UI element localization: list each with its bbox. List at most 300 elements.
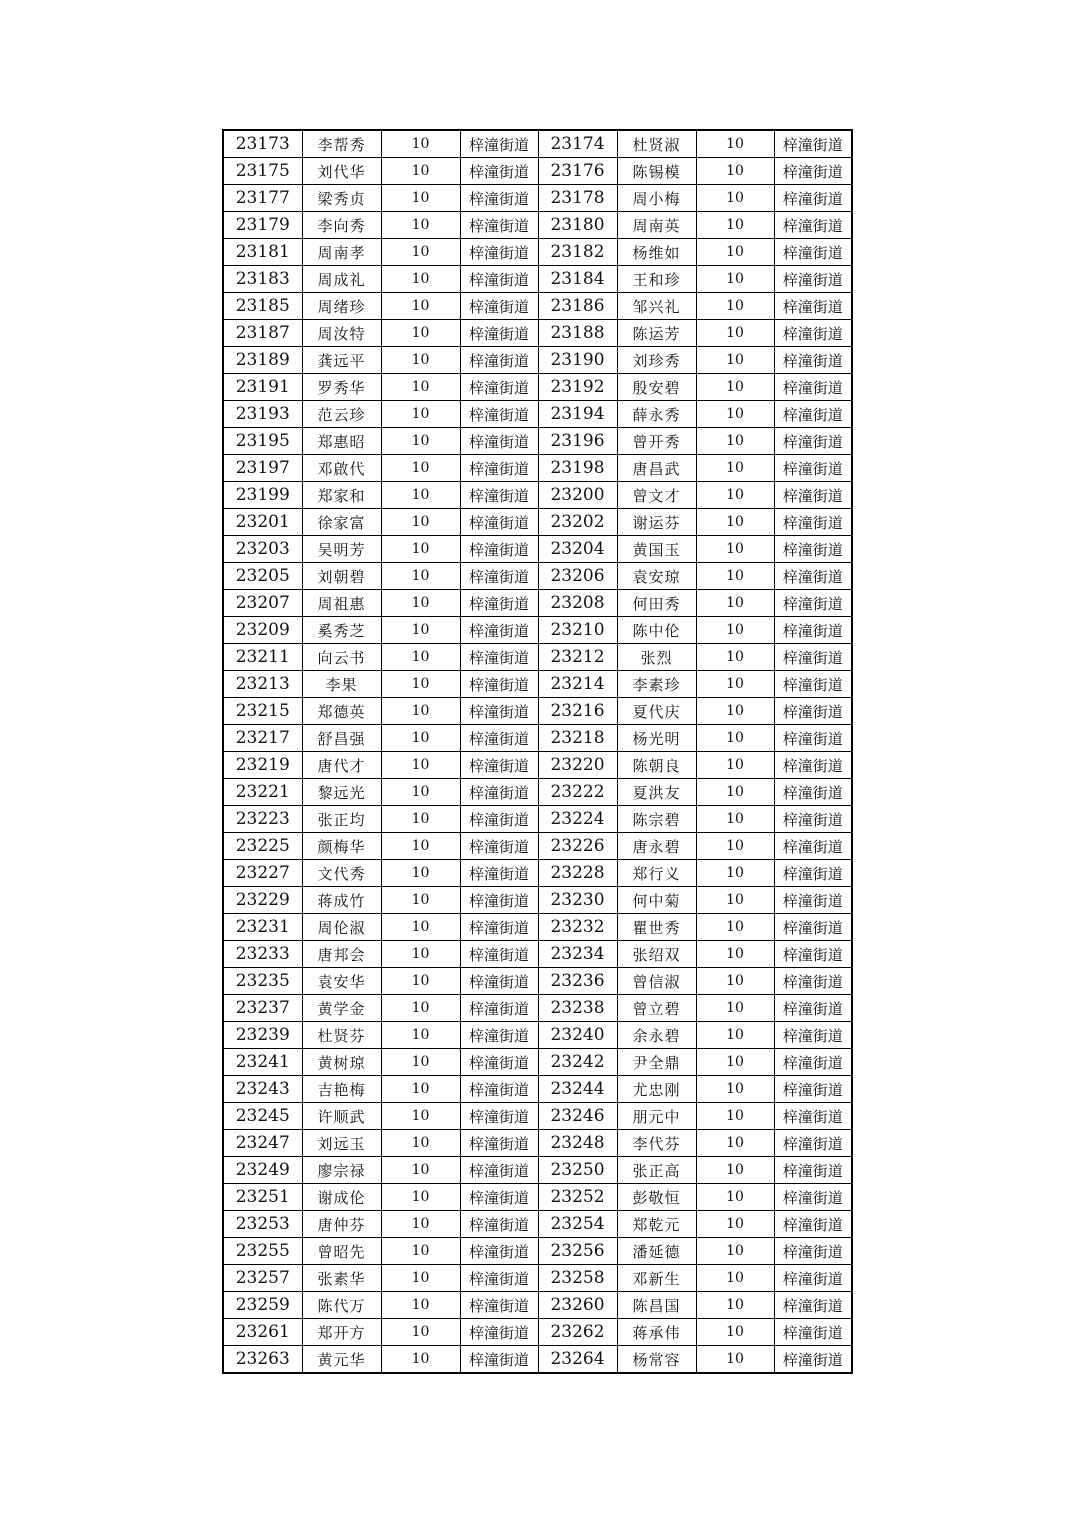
- amount-cell: 10: [696, 1103, 774, 1130]
- amount-cell: 10: [696, 752, 774, 779]
- subdistrict-cell: 梓潼街道: [774, 1076, 852, 1103]
- table-row: [223, 1076, 852, 1103]
- record-id-cell: 23262: [538, 1319, 617, 1346]
- record-id-cell: 23205: [223, 563, 302, 590]
- table-row: [223, 671, 852, 698]
- table-row: [223, 239, 852, 266]
- amount-cell: 10: [381, 995, 460, 1022]
- subdistrict-cell: 梓潼街道: [774, 293, 852, 320]
- amount-cell: 10: [696, 347, 774, 374]
- record-id-cell: 23256: [538, 1238, 617, 1265]
- amount-cell: 10: [381, 1265, 460, 1292]
- subdistrict-cell: 梓潼街道: [460, 725, 538, 752]
- record-id-cell: 23210: [538, 617, 617, 644]
- record-id-cell: 23193: [223, 401, 302, 428]
- subdistrict-cell: 梓潼街道: [460, 320, 538, 347]
- subdistrict-cell: 梓潼街道: [460, 644, 538, 671]
- subdistrict-cell: 梓潼街道: [774, 887, 852, 914]
- subdistrict-cell: 梓潼街道: [460, 752, 538, 779]
- subdistrict-cell: 梓潼街道: [460, 617, 538, 644]
- record-id-cell: 23251: [223, 1184, 302, 1211]
- table-row: [223, 401, 852, 428]
- subdistrict-cell: 梓潼街道: [774, 1157, 852, 1184]
- record-id-cell: 23221: [223, 779, 302, 806]
- subdistrict-cell: 梓潼街道: [774, 617, 852, 644]
- person-name-cell: 龚远平: [302, 347, 381, 374]
- record-id-cell: 23177: [223, 185, 302, 212]
- table-row: [223, 995, 852, 1022]
- amount-cell: 10: [381, 563, 460, 590]
- subdistrict-cell: 梓潼街道: [460, 860, 538, 887]
- amount-cell: 10: [696, 671, 774, 698]
- person-name-cell: 李代芬: [617, 1130, 696, 1157]
- subdistrict-cell: 梓潼街道: [460, 1292, 538, 1319]
- record-id-cell: 23212: [538, 644, 617, 671]
- subdistrict-cell: 梓潼街道: [460, 347, 538, 374]
- record-id-cell: 23241: [223, 1049, 302, 1076]
- subdistrict-cell: 梓潼街道: [774, 401, 852, 428]
- subdistrict-cell: 梓潼街道: [774, 1265, 852, 1292]
- person-name-cell: 唐代才: [302, 752, 381, 779]
- record-id-cell: 23213: [223, 671, 302, 698]
- subdistrict-cell: 梓潼街道: [460, 1238, 538, 1265]
- record-id-cell: 23219: [223, 752, 302, 779]
- table-row: [223, 887, 852, 914]
- record-id-cell: 23198: [538, 455, 617, 482]
- record-id-cell: 23182: [538, 239, 617, 266]
- subdistrict-cell: 梓潼街道: [774, 779, 852, 806]
- subdistrict-cell: 梓潼街道: [460, 941, 538, 968]
- amount-cell: 10: [696, 212, 774, 239]
- record-id-cell: 23204: [538, 536, 617, 563]
- subdistrict-cell: 梓潼街道: [774, 671, 852, 698]
- record-id-cell: 23232: [538, 914, 617, 941]
- subdistrict-cell: 梓潼街道: [774, 1049, 852, 1076]
- person-name-cell: 唐昌武: [617, 455, 696, 482]
- person-name-cell: 周绪珍: [302, 293, 381, 320]
- person-name-cell: 张正均: [302, 806, 381, 833]
- amount-cell: 10: [381, 644, 460, 671]
- subdistrict-cell: 梓潼街道: [460, 563, 538, 590]
- person-name-cell: 尹全鼎: [617, 1049, 696, 1076]
- person-name-cell: 薛永秀: [617, 401, 696, 428]
- amount-cell: 10: [696, 401, 774, 428]
- table-row: [223, 158, 852, 185]
- person-name-cell: 周伦淑: [302, 914, 381, 941]
- amount-cell: 10: [381, 1130, 460, 1157]
- person-name-cell: 陈代万: [302, 1292, 381, 1319]
- record-id-cell: 23230: [538, 887, 617, 914]
- record-id-cell: 23238: [538, 995, 617, 1022]
- record-id-cell: 23242: [538, 1049, 617, 1076]
- subdistrict-cell: 梓潼街道: [774, 1238, 852, 1265]
- subdistrict-cell: 梓潼街道: [460, 130, 538, 158]
- subdistrict-cell: 梓潼街道: [774, 185, 852, 212]
- subdistrict-cell: 梓潼街道: [774, 482, 852, 509]
- record-id-cell: 23209: [223, 617, 302, 644]
- record-id-cell: 23258: [538, 1265, 617, 1292]
- person-name-cell: 刘远玉: [302, 1130, 381, 1157]
- record-id-cell: 23222: [538, 779, 617, 806]
- person-name-cell: 黄国玉: [617, 536, 696, 563]
- person-name-cell: 潘延德: [617, 1238, 696, 1265]
- amount-cell: 10: [696, 968, 774, 995]
- person-name-cell: 向云书: [302, 644, 381, 671]
- amount-cell: 10: [381, 779, 460, 806]
- person-name-cell: 曾昭先: [302, 1238, 381, 1265]
- record-id-cell: 23263: [223, 1346, 302, 1374]
- subdistrict-cell: 梓潼街道: [460, 1211, 538, 1238]
- subdistrict-cell: 梓潼街道: [774, 590, 852, 617]
- table-row: [223, 1265, 852, 1292]
- subdistrict-cell: 梓潼街道: [460, 401, 538, 428]
- person-name-cell: 邓啟代: [302, 455, 381, 482]
- amount-cell: 10: [381, 1319, 460, 1346]
- subdistrict-cell: 梓潼街道: [774, 428, 852, 455]
- subdistrict-cell: 梓潼街道: [460, 833, 538, 860]
- record-id-cell: 23239: [223, 1022, 302, 1049]
- table-row: [223, 482, 852, 509]
- table-row: [223, 833, 852, 860]
- table-row: [223, 563, 852, 590]
- person-name-cell: 郑行义: [617, 860, 696, 887]
- record-id-cell: 23185: [223, 293, 302, 320]
- person-name-cell: 奚秀芝: [302, 617, 381, 644]
- subdistrict-cell: 梓潼街道: [774, 1211, 852, 1238]
- table-row: [223, 914, 852, 941]
- subdistrict-cell: 梓潼街道: [774, 860, 852, 887]
- person-name-cell: 杨常容: [617, 1346, 696, 1374]
- person-name-cell: 周南孝: [302, 239, 381, 266]
- amount-cell: 10: [381, 1103, 460, 1130]
- subdistrict-cell: 梓潼街道: [774, 509, 852, 536]
- person-name-cell: 周小梅: [617, 185, 696, 212]
- person-name-cell: 朋元中: [617, 1103, 696, 1130]
- person-name-cell: 瞿世秀: [617, 914, 696, 941]
- person-name-cell: 吴明芳: [302, 536, 381, 563]
- amount-cell: 10: [696, 1265, 774, 1292]
- person-name-cell: 吉艳梅: [302, 1076, 381, 1103]
- person-name-cell: 黄树琼: [302, 1049, 381, 1076]
- person-name-cell: 舒昌强: [302, 725, 381, 752]
- record-id-cell: 23175: [223, 158, 302, 185]
- amount-cell: 10: [696, 509, 774, 536]
- table-row: [223, 130, 852, 158]
- person-name-cell: 唐永碧: [617, 833, 696, 860]
- person-name-cell: 周汝特: [302, 320, 381, 347]
- subdistrict-cell: 梓潼街道: [460, 1265, 538, 1292]
- amount-cell: 10: [696, 1319, 774, 1346]
- subdistrict-cell: 梓潼街道: [460, 428, 538, 455]
- subdistrict-cell: 梓潼街道: [460, 455, 538, 482]
- person-name-cell: 张素华: [302, 1265, 381, 1292]
- record-id-cell: 23223: [223, 806, 302, 833]
- record-id-cell: 23207: [223, 590, 302, 617]
- record-id-cell: 23261: [223, 1319, 302, 1346]
- record-id-cell: 23196: [538, 428, 617, 455]
- amount-cell: 10: [696, 1076, 774, 1103]
- amount-cell: 10: [696, 1184, 774, 1211]
- subdistrict-cell: 梓潼街道: [774, 212, 852, 239]
- record-id-cell: 23191: [223, 374, 302, 401]
- table-row: [223, 1292, 852, 1319]
- subdistrict-cell: 梓潼街道: [774, 644, 852, 671]
- subdistrict-cell: 梓潼街道: [460, 212, 538, 239]
- subdistrict-cell: 梓潼街道: [460, 698, 538, 725]
- table-row: [223, 590, 852, 617]
- subdistrict-cell: 梓潼街道: [774, 1319, 852, 1346]
- record-id-cell: 23227: [223, 860, 302, 887]
- person-name-cell: 曾立碧: [617, 995, 696, 1022]
- record-id-cell: 23228: [538, 860, 617, 887]
- person-name-cell: 罗秀华: [302, 374, 381, 401]
- amount-cell: 10: [381, 1211, 460, 1238]
- person-name-cell: 刘朝碧: [302, 563, 381, 590]
- person-name-cell: 殷安碧: [617, 374, 696, 401]
- record-id-cell: 23195: [223, 428, 302, 455]
- record-id-cell: 23218: [538, 725, 617, 752]
- table-row: [223, 536, 852, 563]
- roster-body: [223, 130, 852, 1373]
- record-id-cell: 23217: [223, 725, 302, 752]
- amount-cell: 10: [696, 1346, 774, 1374]
- table-row: [223, 1022, 852, 1049]
- subdistrict-cell: 梓潼街道: [460, 482, 538, 509]
- record-id-cell: 23264: [538, 1346, 617, 1374]
- person-name-cell: 文代秀: [302, 860, 381, 887]
- amount-cell: 10: [696, 995, 774, 1022]
- amount-cell: 10: [381, 1049, 460, 1076]
- subdistrict-cell: 梓潼街道: [460, 1103, 538, 1130]
- person-name-cell: 曾文才: [617, 482, 696, 509]
- subdistrict-cell: 梓潼街道: [460, 266, 538, 293]
- record-id-cell: 23243: [223, 1076, 302, 1103]
- amount-cell: 10: [381, 1238, 460, 1265]
- person-name-cell: 黎远光: [302, 779, 381, 806]
- table-row: [223, 1319, 852, 1346]
- table-row: [223, 968, 852, 995]
- person-name-cell: 杨维如: [617, 239, 696, 266]
- record-id-cell: 23189: [223, 347, 302, 374]
- record-id-cell: 23250: [538, 1157, 617, 1184]
- amount-cell: 10: [696, 806, 774, 833]
- table-row: [223, 779, 852, 806]
- person-name-cell: 夏代庆: [617, 698, 696, 725]
- amount-cell: 10: [381, 320, 460, 347]
- subdistrict-cell: 梓潼街道: [460, 536, 538, 563]
- subdistrict-cell: 梓潼街道: [774, 130, 852, 158]
- record-id-cell: 23234: [538, 941, 617, 968]
- subdistrict-cell: 梓潼街道: [460, 1076, 538, 1103]
- person-name-cell: 郑乾元: [617, 1211, 696, 1238]
- amount-cell: 10: [381, 806, 460, 833]
- record-id-cell: 23203: [223, 536, 302, 563]
- record-id-cell: 23225: [223, 833, 302, 860]
- record-id-cell: 23199: [223, 482, 302, 509]
- person-name-cell: 夏洪友: [617, 779, 696, 806]
- amount-cell: 10: [696, 455, 774, 482]
- amount-cell: 10: [381, 212, 460, 239]
- record-id-cell: 23206: [538, 563, 617, 590]
- subdistrict-cell: 梓潼街道: [774, 725, 852, 752]
- person-name-cell: 张正高: [617, 1157, 696, 1184]
- subdistrict-cell: 梓潼街道: [774, 347, 852, 374]
- record-id-cell: 23253: [223, 1211, 302, 1238]
- subdistrict-cell: 梓潼街道: [774, 698, 852, 725]
- person-name-cell: 余永碧: [617, 1022, 696, 1049]
- amount-cell: 10: [696, 1022, 774, 1049]
- record-id-cell: 23254: [538, 1211, 617, 1238]
- subdistrict-cell: 梓潼街道: [774, 941, 852, 968]
- record-id-cell: 23220: [538, 752, 617, 779]
- person-name-cell: 郑惠昭: [302, 428, 381, 455]
- person-name-cell: 郑家和: [302, 482, 381, 509]
- amount-cell: 10: [381, 1022, 460, 1049]
- table-row: [223, 1211, 852, 1238]
- subdistrict-cell: 梓潼街道: [460, 1319, 538, 1346]
- record-id-cell: 23174: [538, 130, 617, 158]
- amount-cell: 10: [696, 293, 774, 320]
- subdistrict-cell: 梓潼街道: [774, 806, 852, 833]
- amount-cell: 10: [381, 455, 460, 482]
- subdistrict-cell: 梓潼街道: [460, 158, 538, 185]
- subdistrict-cell: 梓潼街道: [774, 1292, 852, 1319]
- subdistrict-cell: 梓潼街道: [774, 374, 852, 401]
- amount-cell: 10: [696, 725, 774, 752]
- amount-cell: 10: [696, 590, 774, 617]
- person-name-cell: 尤忠刚: [617, 1076, 696, 1103]
- table-row: [223, 941, 852, 968]
- person-name-cell: 颜梅华: [302, 833, 381, 860]
- person-name-cell: 邹兴礼: [617, 293, 696, 320]
- amount-cell: 10: [696, 428, 774, 455]
- table-row: [223, 455, 852, 482]
- subdistrict-cell: 梓潼街道: [460, 374, 538, 401]
- table-row: [223, 212, 852, 239]
- person-name-cell: 曾开秀: [617, 428, 696, 455]
- subdistrict-cell: 梓潼街道: [774, 158, 852, 185]
- person-name-cell: 周成礼: [302, 266, 381, 293]
- amount-cell: 10: [381, 185, 460, 212]
- person-name-cell: 黄学金: [302, 995, 381, 1022]
- subdistrict-cell: 梓潼街道: [774, 266, 852, 293]
- record-id-cell: 23255: [223, 1238, 302, 1265]
- table-row: [223, 1346, 852, 1374]
- person-name-cell: 刘代华: [302, 158, 381, 185]
- person-name-cell: 何田秀: [617, 590, 696, 617]
- amount-cell: 10: [696, 563, 774, 590]
- record-id-cell: 23181: [223, 239, 302, 266]
- amount-cell: 10: [381, 293, 460, 320]
- amount-cell: 10: [696, 1130, 774, 1157]
- amount-cell: 10: [696, 239, 774, 266]
- amount-cell: 10: [696, 779, 774, 806]
- record-id-cell: 23216: [538, 698, 617, 725]
- table-row: [223, 266, 852, 293]
- amount-cell: 10: [381, 428, 460, 455]
- record-id-cell: 23224: [538, 806, 617, 833]
- subdistrict-cell: 梓潼街道: [460, 1130, 538, 1157]
- amount-cell: 10: [381, 590, 460, 617]
- record-id-cell: 23202: [538, 509, 617, 536]
- subdistrict-cell: 梓潼街道: [460, 995, 538, 1022]
- amount-cell: 10: [381, 266, 460, 293]
- person-name-cell: 郑开方: [302, 1319, 381, 1346]
- amount-cell: 10: [696, 887, 774, 914]
- record-id-cell: 23190: [538, 347, 617, 374]
- record-id-cell: 23257: [223, 1265, 302, 1292]
- amount-cell: 10: [696, 941, 774, 968]
- amount-cell: 10: [381, 347, 460, 374]
- person-name-cell: 谢运芬: [617, 509, 696, 536]
- record-id-cell: 23244: [538, 1076, 617, 1103]
- person-name-cell: 谢成伦: [302, 1184, 381, 1211]
- record-id-cell: 23245: [223, 1103, 302, 1130]
- amount-cell: 10: [381, 968, 460, 995]
- person-name-cell: 曾信淑: [617, 968, 696, 995]
- person-name-cell: 陈昌国: [617, 1292, 696, 1319]
- amount-cell: 10: [696, 1157, 774, 1184]
- amount-cell: 10: [381, 401, 460, 428]
- record-id-cell: 23173: [223, 130, 302, 158]
- amount-cell: 10: [696, 536, 774, 563]
- amount-cell: 10: [696, 860, 774, 887]
- record-id-cell: 23214: [538, 671, 617, 698]
- person-name-cell: 杜贤芬: [302, 1022, 381, 1049]
- amount-cell: 10: [381, 887, 460, 914]
- subdistrict-cell: 梓潼街道: [774, 914, 852, 941]
- amount-cell: 10: [381, 509, 460, 536]
- record-id-cell: 23229: [223, 887, 302, 914]
- record-id-cell: 23180: [538, 212, 617, 239]
- subdistrict-cell: 梓潼街道: [460, 1184, 538, 1211]
- record-id-cell: 23247: [223, 1130, 302, 1157]
- person-name-cell: 梁秀贞: [302, 185, 381, 212]
- record-id-cell: 23179: [223, 212, 302, 239]
- amount-cell: 10: [696, 158, 774, 185]
- person-name-cell: 唐邦会: [302, 941, 381, 968]
- person-name-cell: 陈运芳: [617, 320, 696, 347]
- person-name-cell: 李帮秀: [302, 130, 381, 158]
- record-id-cell: 23226: [538, 833, 617, 860]
- subdistrict-cell: 梓潼街道: [460, 671, 538, 698]
- subdistrict-cell: 梓潼街道: [460, 185, 538, 212]
- record-id-cell: 23215: [223, 698, 302, 725]
- person-name-cell: 陈朝良: [617, 752, 696, 779]
- table-row: [223, 644, 852, 671]
- record-id-cell: 23176: [538, 158, 617, 185]
- table-row: [223, 374, 852, 401]
- record-id-cell: 23237: [223, 995, 302, 1022]
- record-id-cell: 23240: [538, 1022, 617, 1049]
- subdistrict-cell: 梓潼街道: [460, 1022, 538, 1049]
- table-row: [223, 1238, 852, 1265]
- record-id-cell: 23201: [223, 509, 302, 536]
- amount-cell: 10: [696, 482, 774, 509]
- person-name-cell: 蒋承伟: [617, 1319, 696, 1346]
- subdistrict-cell: 梓潼街道: [774, 833, 852, 860]
- record-id-cell: 23260: [538, 1292, 617, 1319]
- record-id-cell: 23211: [223, 644, 302, 671]
- record-id-cell: 23194: [538, 401, 617, 428]
- subdistrict-cell: 梓潼街道: [774, 1346, 852, 1374]
- record-id-cell: 23200: [538, 482, 617, 509]
- subdistrict-cell: 梓潼街道: [460, 806, 538, 833]
- amount-cell: 10: [381, 1346, 460, 1374]
- person-name-cell: 蒋成竹: [302, 887, 381, 914]
- table-row: [223, 617, 852, 644]
- person-name-cell: 张烈: [617, 644, 696, 671]
